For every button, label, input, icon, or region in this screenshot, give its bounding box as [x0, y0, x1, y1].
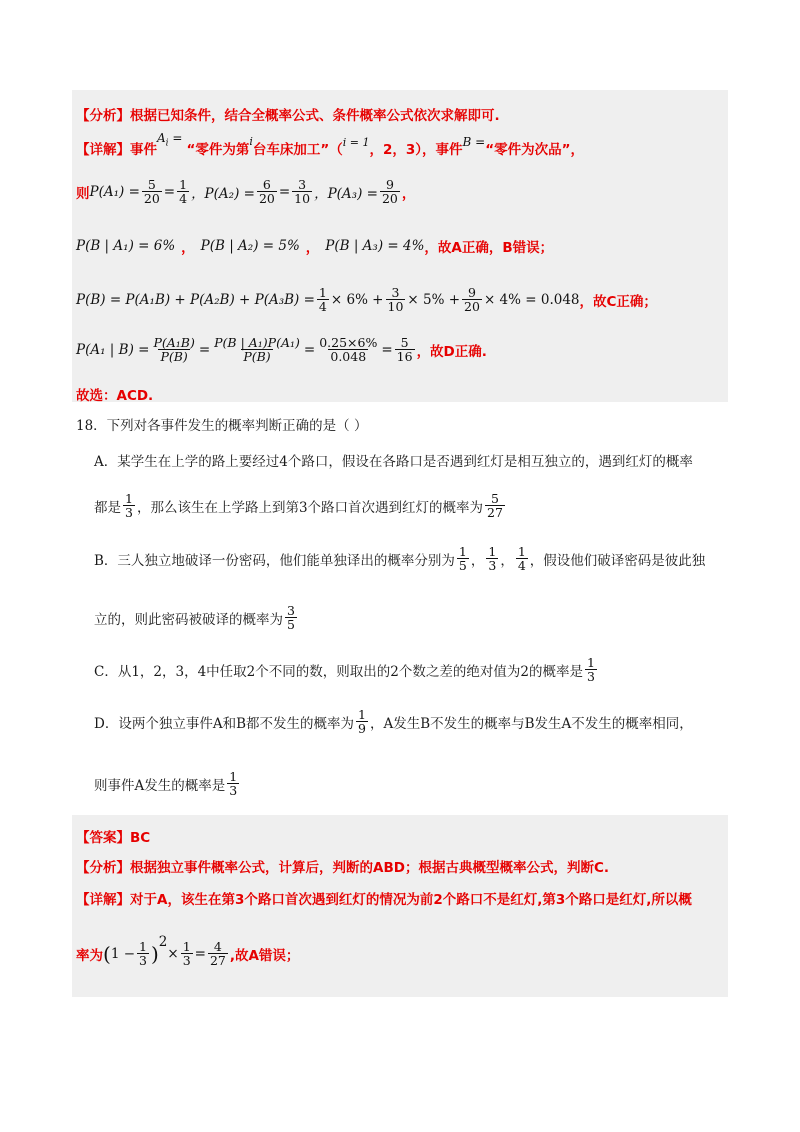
detail-17-line2 — [76, 178, 415, 205]
i-symbol: i — [249, 134, 253, 148]
option-a-mid: ，那么该生在上学路上到第3个路口首次遇到红灯的概率为 — [136, 499, 484, 516]
comma: ， — [401, 185, 416, 202]
frac-3-10-b: $\frac{3}{10}$ — [387, 285, 404, 315]
answer-18 — [76, 826, 150, 846]
eq-b3: = — [381, 341, 393, 358]
frac-1-4: $\frac{1}{4}$ — [179, 177, 188, 207]
option-d-post: ，A发生B不发生的概率与B发生A不发生的概率相同， — [369, 715, 693, 732]
option-d-line2-text: 则事件A发生的概率是 — [94, 777, 226, 794]
frac-5-16: $\frac{5}{16}$ — [396, 335, 413, 365]
frac-b2: $\frac{1}{3}$ — [488, 544, 497, 574]
pa1: P(A₁) = — [89, 183, 140, 200]
detail-18-pre: 率为 — [76, 947, 103, 964]
b-symbol: B = — [462, 135, 486, 149]
option-a-text1: A．某学生在上学的路上要经过4个路口，假设在各路口是否遇到红灯是相互独立的，遇到红灯的概率 — [94, 454, 693, 470]
option-a-pre: 都是 — [94, 499, 121, 516]
option-b-line1: B．三人独立地破译一份密码，他们能单独译出的概率分别为 $\frac{1}{5}$ ， $\frac{1}{3}$ ， $\frac{1}{4}$ ，假设他们破译密码是彼此独 — [94, 544, 706, 574]
frac-p2: $\frac{1}{3}$ — [182, 939, 191, 969]
detail-18-line1 — [76, 888, 692, 908]
frac-b4: $\frac{3}{5}$ — [287, 603, 295, 633]
eq-b2: = — [303, 341, 316, 358]
pa2: ，P(A₂) = — [191, 185, 255, 202]
option-d-line2 — [94, 770, 241, 797]
answer-17 — [76, 384, 153, 404]
conclusion-c: ，故C正确； — [579, 293, 657, 310]
frac-b1: $\frac{1}{5}$ — [458, 544, 467, 574]
option-d-line1 — [94, 708, 693, 735]
detail-prefix: 【详解】事件 — [76, 142, 157, 158]
pa3: ，P(A₃) = — [314, 185, 378, 202]
detail-18-text1: 【详解】对于A，该生在第3个路口首次遇到红灯的情况为前2个路口不是红灯,第3个路口是红灯,所以概 — [76, 892, 692, 908]
conclusion-ab: ，故A正确，B错误； — [424, 240, 554, 256]
frac-b3: $\frac{1}{4}$ — [517, 544, 526, 574]
eq-b1: = — [198, 341, 211, 358]
option-b-line2-text: 立的，则此密码被破译的概率为 — [94, 611, 283, 628]
option-a-line1 — [94, 450, 693, 470]
t-m3: × 4% = 0.048 — [483, 291, 580, 308]
option-b-line2 — [94, 604, 299, 631]
option-b-post: ，假设他们破译密码是彼此独 — [529, 552, 706, 569]
analysis-text: 【分析】根据已知条件，结合全概率公式、条件概率公式依次求解即可. — [76, 108, 500, 124]
part-def3: ，2，3），事件 — [369, 142, 463, 158]
question-number: 18．下列对各事件发生的概率判断正确的是（ ） — [76, 418, 368, 434]
then-text: 则 — [76, 185, 90, 202]
t-m2: × 5% + — [407, 291, 461, 308]
question-18-title — [76, 414, 367, 434]
detail-18-post: ,故A错误； — [229, 947, 300, 964]
frac-bayes1: $\frac{\text{P(A₁B)}}{P(B)}$ — [153, 335, 195, 365]
analysis-18 — [76, 856, 609, 876]
frac-c: $\frac{1}{3}$ — [586, 655, 595, 685]
detail-17-line4 — [76, 286, 657, 313]
paren-open: ( — [103, 941, 111, 966]
bayes-lhs: P(A₁ | B) = — [76, 341, 150, 358]
one-minus: 1 − — [110, 945, 136, 962]
cond1: P(B | A₁) = 6% — [76, 238, 176, 254]
detail-18-line2 — [76, 933, 300, 969]
option-b-pre: B．三人独立地破译一份密码，他们能单独译出的概率分别为 — [94, 552, 455, 569]
option-d-pre: D．设两个独立事件A和B都不发生的概率为 — [94, 715, 354, 732]
part-def2: 台车床加工”（ — [252, 142, 343, 158]
eq2: = — [278, 183, 291, 200]
ai-symbol: $A_i$ = — [157, 131, 183, 149]
paren-close: ) — [150, 941, 159, 966]
answer-18-text: 【答案】BC — [76, 830, 151, 846]
frac-a1: $\frac{1}{3}$ — [125, 491, 133, 521]
option-a-line2 — [94, 492, 507, 519]
comma1: ， — [181, 240, 195, 256]
conclusion-d: ，故D正确. — [416, 343, 487, 360]
eq: = — [163, 183, 176, 200]
detail-17-line3 — [76, 236, 553, 256]
frac-3-10: $\frac{3}{10}$ — [294, 177, 311, 207]
times: × — [167, 945, 179, 962]
analysis-17 — [76, 104, 500, 124]
option-c-line — [94, 656, 599, 683]
frac-9-20: $\frac{9}{20}$ — [381, 177, 398, 207]
square-exponent: 2 — [158, 933, 168, 950]
detail-17-line5 — [76, 336, 487, 363]
frac-9-20-b: $\frac{9}{20}$ — [464, 285, 480, 315]
frac-a2: $\frac{5}{27}$ — [487, 491, 503, 521]
cond3: P(B | A₃) = 4% — [325, 238, 425, 254]
frac-bayes2: $\frac{\text{P(B | A₁)P(A₁)}}{P(B)}$ — [214, 335, 300, 365]
frac-bayes3: $\frac{0.25\times 6\%}{0.048}$ — [319, 335, 378, 365]
frac-1-4-b: $\frac{1}{4}$ — [318, 285, 327, 315]
frac-5-20: $\frac{5}{20}$ — [143, 177, 160, 207]
b-def: “零件为次品”， — [485, 142, 584, 158]
part-def: “零件为第 — [186, 142, 250, 158]
t-m1: × 6% + — [330, 291, 384, 308]
frac-6-20: $\frac{6}{20}$ — [258, 177, 275, 207]
analysis-18-text: 【分析】根据独立事件概率公式，计算后，判断的ABD；根据古典概型概率公式，判断C. — [76, 860, 609, 876]
frac-p1: $\frac{1}{3}$ — [139, 939, 147, 969]
answer-text: 故选：ACD. — [76, 388, 154, 404]
frac-p3: $\frac{4}{27}$ — [209, 939, 226, 969]
detail-17-line1 — [76, 131, 584, 158]
comma2: ， — [305, 240, 320, 256]
eq-p: = — [194, 945, 206, 962]
cond2: P(B | A₂) = 5% — [200, 238, 300, 254]
frac-d1: $\frac{1}{9}$ — [358, 707, 366, 737]
option-c-text: C．从1，2，3，4中任取2个不同的数，则取出的2个数之差的绝对值为2的概率是 — [94, 663, 583, 680]
i-eq: i = 1 — [342, 135, 370, 149]
frac-d2: $\frac{1}{3}$ — [229, 769, 238, 799]
total-lhs: P(B) = P(A₁B) + P(A₂B) + P(A₃B) = — [76, 291, 315, 308]
